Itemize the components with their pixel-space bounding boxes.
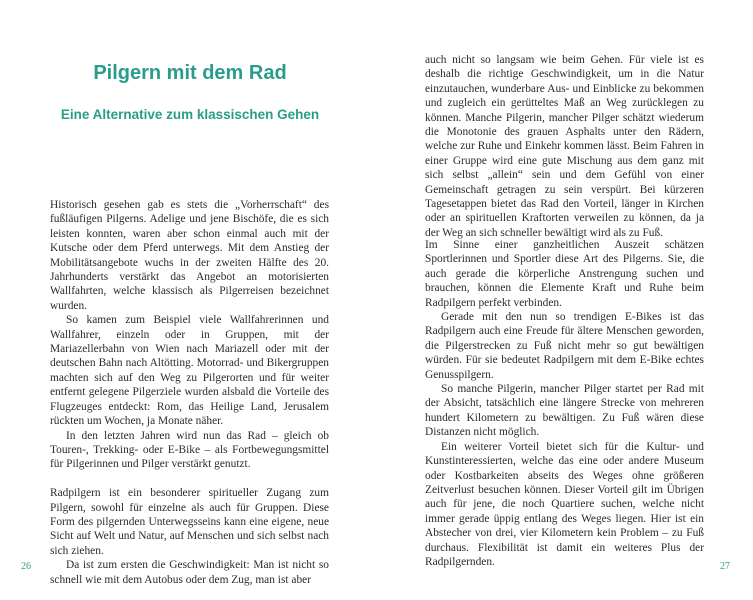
paragraph: Radpilgern ist ein besonderer spiritueller Zugang zum Pilgern, sowohl für einzelne als auch für Gruppen. Diese Form des pilgernden Unterwegsseins kann eine eigene, neue Sicht auf Welt und Natur, auf Menschen und sich selbst nach sich ziehen. bbox=[50, 487, 329, 557]
left-page-body bbox=[50, 198, 329, 587]
paragraph: Gerade mit den nun so trendigen E-Bikes ist das Radpilgern auch eine Freude für ältere Menschen geworden, die Pilgerstrecken zu Fuß nicht mehr so gut bewältigen würden. Für sie bedeutet Radpilgern mit dem E-Bike echtes Genusspilgern. bbox=[425, 311, 704, 381]
paragraph: Da ist zum ersten die Geschwindigkeit: Man ist nicht so schnell wie mit dem Autobus oder dem Zug, man ist aber bbox=[50, 559, 329, 586]
paragraph: So kamen zum Beispiel viele Wallfahrerinnen und Wallfahrer, einzeln oder in Gruppen, mit der Mariazellerbahn von Wien nach Mariazell oder mit der deutschen Bahn nach Altötting. Motorrad- und Bikergruppen machten sich auf den Weg zu Pilgerorten und für weiter entfernt gelegene Pilgerziele wurden alsbald die Vorteile des Flugzeuges entdeckt: Rom, das Heilige Land, Jerusalem rückten um Wochen, ja Monate näher. bbox=[50, 314, 329, 428]
paragraph: So manche Pilgerin, mancher Pilger startet per Rad mit der Absicht, tatsächlich eine längere Strecke von mehreren hundert Kilometern zu bewältigen. Zu Fuß wären diese Distanzen nicht möglich. bbox=[425, 383, 704, 439]
right-page-body-top bbox=[425, 53, 704, 240]
paragraph: Historisch gesehen gab es stets die „Vorherrschaft“ des fußläufigen Pilgerns. Adelige und jene Bischöfe, die es sich leisten konnten, waren aber schon einmal auch mit der Kutsche oder dem Pferd unterwegs. Mit dem Anstieg der Mobilitätsangebote wuchs in der zweiten Hälfte des 20. Jahrhunderts verstärkt das Angebot an motorisierten Wallfahrten, welche klassisch als Pilgerreisen bezeichnet wurden. bbox=[50, 199, 329, 312]
page-number-right: 27 bbox=[720, 561, 730, 572]
paragraph: auch nicht so langsam wie beim Gehen. Für viele ist es deshalb die richtige Geschwindigkeit, um in die Natur einzutauchen, wunderbare Aus- und Einblicke zu bekommen und zugleich ein gerütteltes Maß an Weg zurücklegen zu können. Manche Pilgerin, mancher Pilger schätzt wiederum die Monotonie des grauen Asphalts unter den Rädern, welche zur Ruhe und Einkehr kommen lässt. Beim Fahren in einer Gruppe wird eine gute Mischung aus dem ganz mit sich selbst „allein“ sein und dem Gefühl von einer Gemeinschaft getragen zu sein verspürt. Bei kürzeren Tagesetappen bietet das Rad den Vorteil, länger in Kirchen oder an spirituellen Kraftorten verweilen zu können, da ja der Weg an sich schneller bewältigt wird als zu Fuß. bbox=[425, 54, 704, 239]
paragraph: Im Sinne einer ganzheitlichen Auszeit schätzen Sportlerinnen und Sportler diese Art des Pilgerns. Sie, die auch gerade die körperliche Anstrengung suchen und brauchen, können die Elemente Kraft und Ruhe beim Radpilgern perfekt verbinden. bbox=[425, 239, 704, 309]
paragraph: In den letzten Jahren wird nun das Rad – gleich ob Touren-, Trekking- oder E-Bike – als Fortbewegungsmittel für Pilgerinnen und Pilger verstärkt genutzt. bbox=[50, 429, 329, 471]
page-number-left: 26 bbox=[21, 561, 31, 572]
right-page-body bbox=[425, 238, 704, 569]
chapter-title: Pilgern mit dem Rad bbox=[93, 62, 287, 85]
chapter-subtitle: Eine Alternative zum klassischen Gehen bbox=[60, 107, 320, 123]
paragraph: Ein weiterer Vorteil bietet sich für die Kultur- und Kunstinteressierten, welche das eine oder andere Museum oder Kostbarkeiten abseits des Weges ohne größeren Zeitverlust besuchen können. Dieser Vorteil gilt im Übrigen auch für jene, die noch Quartiere suchen, welche nicht immer gerade üppig entlang des Weges liegen. Hier ist ein Abstecher von drei, vier Kilometern kein Problem – zu Fuß durchaus. Flexibilität ist damit ein weiteres Plus der Radpilgernden. bbox=[425, 440, 704, 568]
